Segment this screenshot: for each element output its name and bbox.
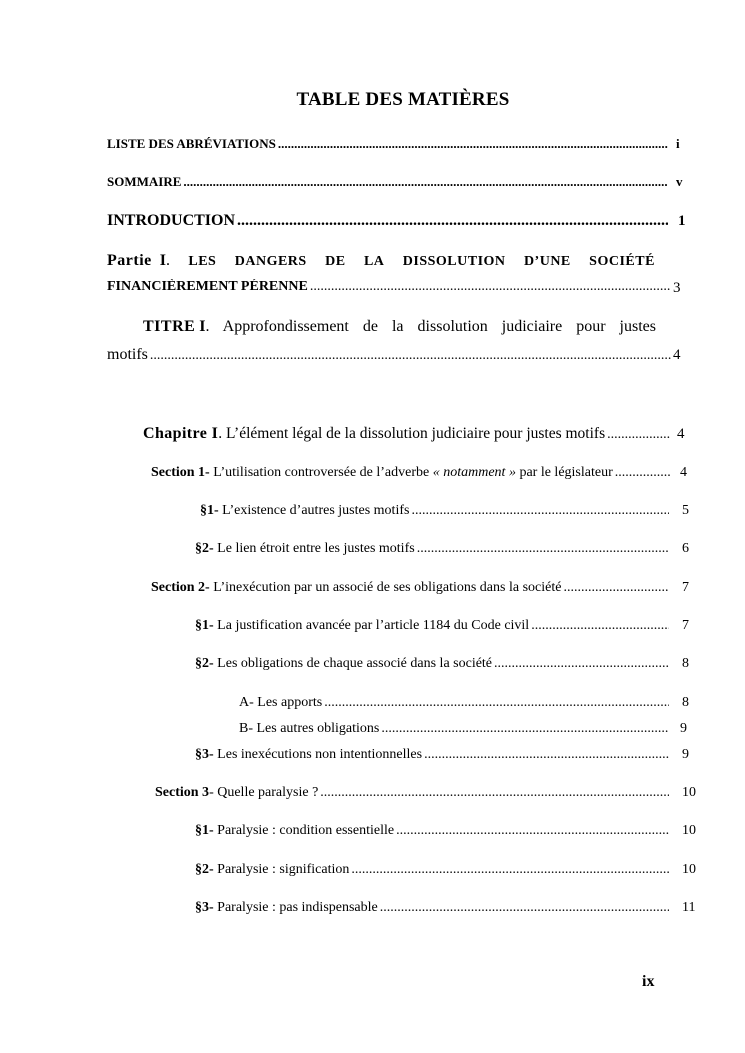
paragraph-text: Les inexécutions non intentionnelles [213, 747, 423, 762]
toc-entry-section-3[interactable] [155, 785, 671, 801]
toc-page-number: 10 [682, 862, 696, 877]
toc-entry-s3-p3[interactable] [195, 900, 671, 916]
partie-word: SOCIÉTÉ [589, 254, 655, 269]
titre-number: I [199, 318, 206, 335]
paragraph-prefix: §2- [195, 862, 214, 877]
toc-label: motifs [107, 346, 148, 363]
partie-word: DANGERS [234, 254, 307, 269]
toc-page-number: 4 [677, 426, 685, 442]
dot-leader [320, 785, 669, 801]
paragraph-text: Paralysie : condition essentielle [213, 823, 395, 838]
toc-page-number: 8 [682, 656, 689, 671]
section-text: L’utilisation controversée de l’adverbe [209, 465, 433, 480]
subitem-label: A- Les apports [239, 695, 323, 710]
titre-text: . Approfondissement de la dissolution judiciaire pour justes [205, 318, 656, 335]
toc-entry-s2-p3[interactable] [195, 747, 671, 763]
dot-leader [607, 427, 671, 443]
paragraph-prefix: §1- [200, 503, 219, 518]
section-text-after: par le législateur [515, 465, 613, 480]
toc-label: FINANCIÈREMENT PÉRENNE [107, 279, 308, 294]
toc-label: SOMMAIRE [107, 174, 182, 189]
page-title: TABLE DES MATIÈRES [296, 89, 510, 110]
toc-page-number: i [676, 136, 680, 151]
dot-leader [563, 580, 669, 596]
paragraph-label [195, 900, 378, 916]
toc-page-number: 9 [682, 747, 689, 762]
toc-page-number: 3 [673, 280, 681, 296]
toc-entry-s1-p2[interactable] [195, 541, 671, 557]
paragraph-prefix: §2- [195, 541, 214, 556]
paragraph-text: Les obligations de chaque associé dans la société [213, 656, 493, 671]
dot-leader [237, 212, 668, 230]
section-text: L’inexécution par un associé de ses obligations dans la société [209, 580, 562, 595]
section-2-label [151, 580, 561, 596]
toc-entry-s3-p2[interactable] [195, 862, 671, 878]
toc-entry-s1-p1[interactable] [200, 503, 671, 519]
paragraph-prefix: §1- [195, 823, 214, 838]
section-text: - Quelle paralysie ? [209, 785, 319, 800]
toc-page-number: 6 [682, 541, 689, 556]
toc-entry-s2-a[interactable] [239, 695, 671, 711]
paragraph-label [195, 541, 415, 557]
paragraph-label [195, 656, 492, 672]
partie-heading [107, 252, 170, 270]
partie-sep: . [165, 252, 170, 269]
partie-word: LES [188, 254, 217, 269]
chapitre-label [143, 425, 605, 443]
dot-leader [310, 279, 671, 295]
section-prefix: Section 2- [151, 580, 210, 595]
toc-page-number: 8 [682, 695, 689, 710]
toc-entry-s2-p1[interactable] [195, 618, 671, 634]
paragraph-text: Paralysie : pas indispensable [213, 900, 378, 915]
toc-entry-titre-line1[interactable] [143, 318, 656, 336]
toc-label: LISTE DES ABRÉVIATIONS [107, 136, 276, 151]
paragraph-prefix: §3- [195, 747, 214, 762]
toc-page-number: 5 [682, 503, 689, 518]
toc-label: INTRODUCTION [107, 212, 236, 229]
paragraph-label [195, 618, 529, 634]
partie-prefix: Partie [107, 252, 152, 269]
toc-page-number: 10 [682, 823, 696, 838]
toc-page-number: 4 [673, 347, 681, 363]
partie-word: DE [325, 254, 346, 269]
dot-leader [324, 695, 669, 711]
chapitre-prefix: Chapitre I [143, 425, 219, 442]
dot-leader [531, 618, 669, 634]
toc-page-number: 1 [678, 213, 686, 229]
dot-leader [351, 862, 669, 878]
partie-word: D’UNE [523, 254, 571, 269]
paragraph-label [200, 503, 409, 519]
paragraph-label [195, 747, 422, 763]
partie-word: LA [363, 254, 385, 269]
section-3-label [155, 785, 318, 801]
paragraph-prefix: §3- [195, 900, 214, 915]
toc-entry-abbreviations[interactable] [107, 136, 670, 152]
dot-leader [424, 747, 669, 763]
toc-entry-s2-p2[interactable] [195, 656, 671, 672]
page-number-footer: ix [642, 973, 655, 990]
dot-leader [278, 136, 668, 152]
subitem-label: B- Les autres obligations [239, 721, 380, 736]
partie-word: DISSOLUTION [402, 254, 506, 269]
toc-page-number: 7 [682, 580, 689, 595]
toc-entry-s3-p1[interactable] [195, 823, 671, 839]
toc-entry-introduction[interactable] [107, 212, 670, 230]
dot-leader [494, 656, 669, 672]
dot-leader [396, 823, 669, 839]
paragraph-text: Le lien étroit entre les justes motifs [213, 541, 415, 556]
toc-entry-section-2[interactable] [151, 580, 671, 596]
section-prefix: Section 3 [155, 785, 210, 800]
dot-leader [417, 541, 669, 557]
toc-page-number: 4 [680, 465, 687, 480]
toc-page-number: 9 [680, 721, 687, 736]
paragraph-label [195, 823, 394, 839]
dot-leader [380, 900, 669, 916]
section-1-label [151, 465, 613, 481]
toc-entry-s2-b[interactable] [239, 721, 670, 737]
paragraph-text: Paralysie : signification [213, 862, 350, 877]
toc-entry-sommaire[interactable] [107, 174, 670, 190]
paragraph-label [195, 862, 349, 878]
dot-leader [411, 503, 669, 519]
paragraph-prefix: §2- [195, 656, 214, 671]
toc-entry-section-1[interactable] [151, 465, 672, 481]
toc-page-number: 10 [682, 785, 696, 800]
toc-page-number: 11 [682, 900, 696, 915]
toc-page-number: 7 [682, 618, 689, 633]
paragraph-text: La justification avancée par l’article 1184 du Code civil [213, 618, 530, 633]
toc-entry-chapitre[interactable] [143, 425, 673, 443]
section-italic: « notamment » [432, 465, 516, 480]
toc-entry-titre-line2[interactable] [107, 346, 673, 364]
chapitre-text: . L’élément légal de la dissolution judiciaire pour justes motifs [218, 425, 606, 442]
dot-leader [381, 721, 668, 737]
titre-prefix: TITRE [143, 318, 196, 335]
paragraph-prefix: §1- [195, 618, 214, 633]
paragraph-text: L’existence d’autres justes motifs [218, 503, 410, 518]
dot-leader [183, 174, 668, 190]
toc-entry-partie-line2[interactable] [107, 279, 673, 295]
toc-page-number: v [676, 174, 683, 189]
toc-entry-partie-line1[interactable] [107, 252, 655, 270]
dot-leader [150, 348, 671, 364]
partie-number: I [159, 252, 166, 269]
section-prefix: Section 1- [151, 465, 210, 480]
dot-leader [615, 465, 670, 481]
